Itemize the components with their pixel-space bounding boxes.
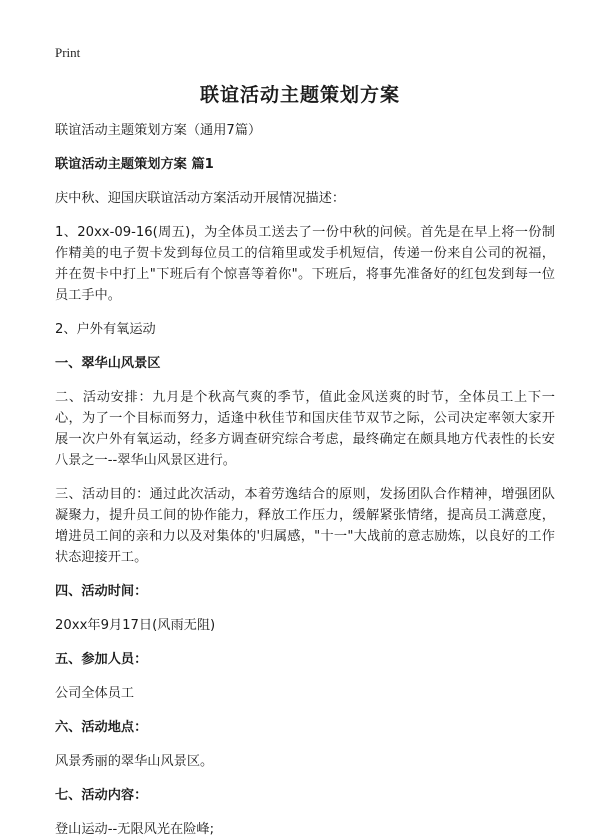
participants-value: 公司全体员工 [55,686,135,701]
heading-activity-content: 七、活动内容： [55,788,148,803]
intro-paragraph: 庆中秋、迎国庆联谊活动方案活动开展情况描述： [55,191,346,206]
activity-location-value: 风景秀丽的翠华山风景区。 [55,754,214,769]
item-1-paragraph: 1、20xx-09-16(周五)，为全体员工送去了一份中秋的问候。首先是在早上将一份制作精美的电子贺卡发到每位员工的信箱里或发手机短信，传递一份来自公司的祝福，并在贺卡中打上"下班后有个惊喜等着你"。下班后，将事先准备好的红包发到每一位员工手中。 [55,225,555,303]
activity-content-value: 登山运动--无限风光在险峰; [55,822,215,837]
item-2-paragraph: 2、户外有氧运动 [55,322,156,337]
arrangement-paragraph: 二、活动安排：九月是个秋高气爽的季节，值此金风送爽的时节，全体员工上下一心，为了一个目标而努力，适逢中秋佳节和国庆佳节双节之际，公司决定率领大家开展一次户外有氧运动，经多方调查研究综合考虑，最终确定在颇具地方代表性的长安八景之一--翠华山风景区进行。 [55,390,555,468]
heading-activity-time: 四、活动时间： [55,584,148,599]
heading-location-scenic: 一、翠华山风景区 [55,356,161,371]
purpose-paragraph: 三、活动目的：通过此次活动，本着劳逸结合的原则，发扬团队合作精神，增强团队凝聚力，提升员工间的协作能力，释放工作压力，缓解紧张情绪，提高员工满意度，增进员工间的亲和力以及对集体的'归属感，"十一"大战前的意志励炼，以良好的工作状态迎接开工。 [55,487,555,565]
heading-participants: 五、参加人员： [55,652,148,667]
print-link[interactable]: Print [55,45,81,60]
document-subtitle: 联谊活动主题策划方案（通用7篇） [55,123,262,138]
section-heading: 联谊活动主题策划方案 篇1 [55,157,214,172]
document-body [55,120,555,840]
page-title: 联谊活动主题策划方案 [199,84,400,106]
heading-activity-location: 六、活动地点： [55,720,148,735]
activity-time-value: 20xx年9月17日(风雨无阻) [55,618,216,633]
